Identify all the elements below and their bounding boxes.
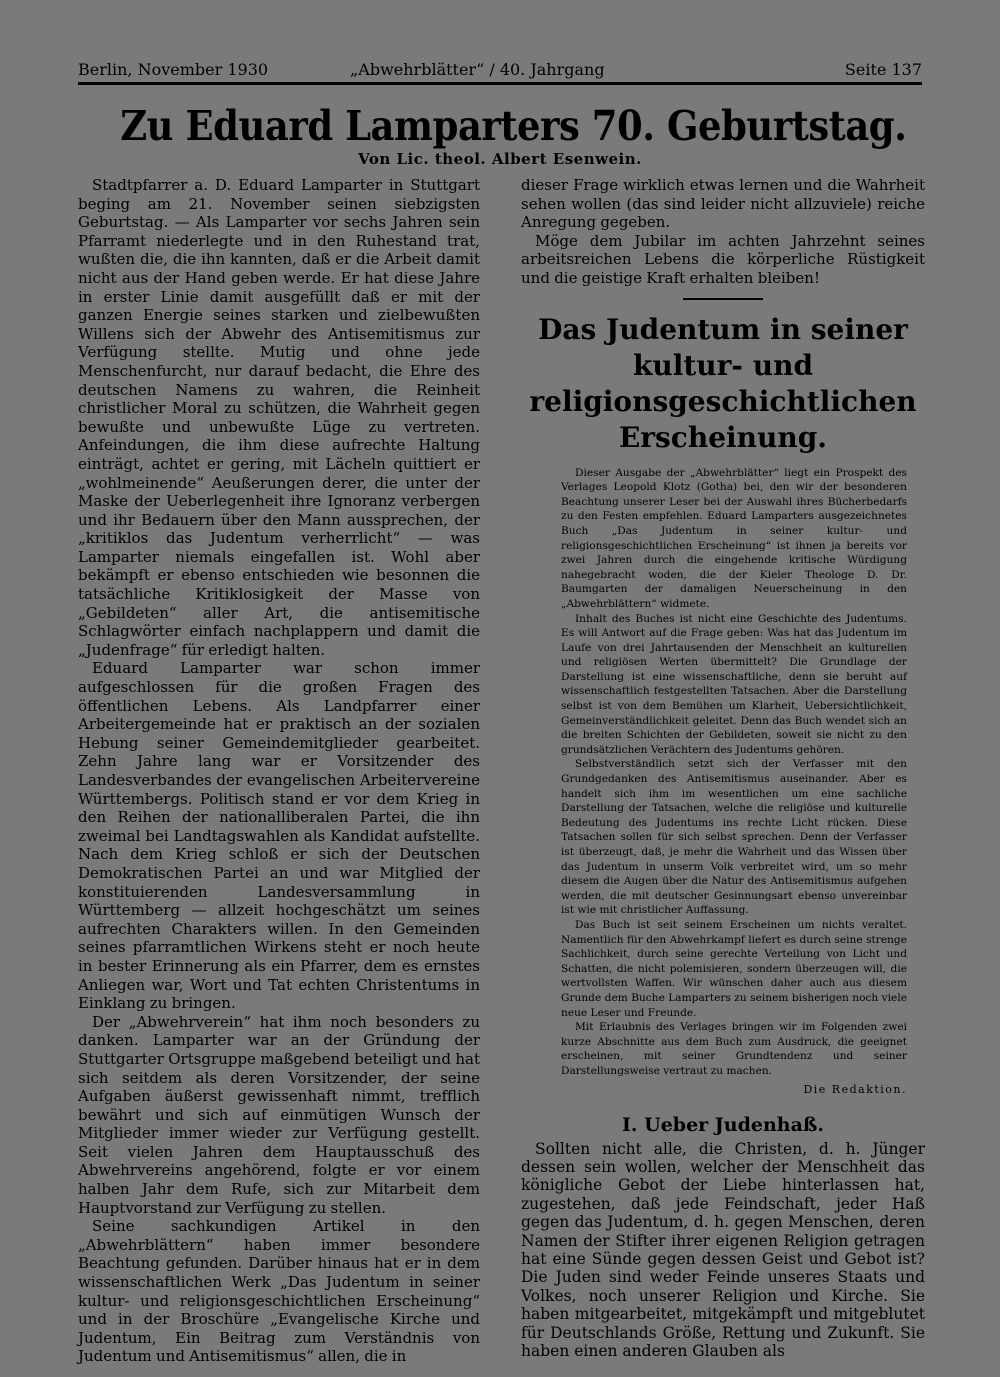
book-section-body (521, 466, 925, 1079)
book-paragraph: Dieser Ausgabe der „Abwehrblätter“ liegt ein Prospekt des Verlages Leopold Klotz (Gotha) bei, den wir der besonderen Beachtung unserer Leser bei der Auswahl ihres Bücherbedarfs zu den Festen empfehlen. Eduard Lamparters ausgezeichnetes Buch „Das Judentum in seiner kultur- und religionsgeschichtlichen Erscheinung“ ist ihnen ja bereits vor zwei Jahren durch die eingehende kritische Würdigung nahegebracht woden, die der Kieler Theologe D. Dr. Baumgarten der damaligen Neuerscheinung in den „Abwehrblättern“ widmete. (561, 466, 907, 610)
book-paragraph: Inhalt des Buches ist nicht eine Geschichte des Judentums. Es will Antwort auf die Frage geben: Was hat das Judentum im Laufe von drei Jahrtausenden der Menschheit an kulturellen und religiösen Werten übermittelt? Die Grundlage der Darstellung ist eine wissenschaftliche, denn sie beruht auf wissenschaftlich festgestellten Tatsachen. Aber die Darstellung selbst ist von dem Bemühen um Klarheit, Uebersichtlichkeit, Gemeinverständlichkeit geleitet. Denn das Buch wendet sich an die breiten Schichten der Gebildeten, soweit sie nicht zu den grundsätzlichen Verächtern des Judentums gehören. (561, 612, 907, 756)
excerpt-body (521, 1140, 925, 1361)
header-place-date: Berlin, November 1930 (78, 60, 269, 79)
article-paragraph: Eduard Lamparter war schon immer aufgeschlossen für die großen Fragen des öffentlichen Lebens. Als Landpfarrer einer Arbeitergemeinde hat er praktisch an der sozialen Hebung seiner Gemeindemitglieder gearbeitet. Zehn Jahre lang war er Vorsitzender des Landesverbandes der evangelischen Arbeitervereine Württembergs. Politisch stand er vor dem Krieg in den Reihen der nationalliberalen Partei, die ihn zweimal bei Landtagswahlen als Kandidat aufstellte. Nach dem Krieg schloß er sich der Deutschen Demokratischen Partei an und war Mitglied der konstituierenden Landesversammlung in Württemberg — allzeit hochgeschätzt um seines aufrechten Charakters willen. In den Gemeinden seines pfarramtlichen Wirkens steht er noch heute in bester Erinnerung als ein Pfarrer, dem es ernstes Anliegen war, Wort und Tat echten Christentums in Einklang zu bringen. (78, 659, 480, 1013)
book-paragraph: Mit Erlaubnis des Verlages bringen wir im Folgenden zwei kurze Abschnitte aus dem Buch zum Ausdruck, die geeignet erscheinen, mit seiner Grundtendenz und seiner Darstellungsweise vertraut zu machen. (561, 1021, 907, 1077)
left-column (78, 176, 480, 1366)
book-paragraph: Das Buch ist seit seinem Erscheinen um nichts veraltet. Namentlich für den Abwehrkampf liefert es durch seine strenge Sachlichkeit, durch seine gerechte Verteilung von Licht und Schatten, die nicht polemisieren, sondern überzeugen will, die wertvollsten Waffen. Wir wünschen daher auch aus diesem Grunde dem Buche Lamparters zu seinem bisherigen noch viele neue Leser und Freunde. (561, 918, 907, 1019)
running-head (78, 60, 922, 82)
section-divider (683, 298, 763, 300)
editor-signature: Die Redaktion. (803, 1082, 907, 1096)
article-title: Zu Eduard Lamparters 70. Geburtstag. (120, 102, 907, 150)
article-paragraph: Stadtpfarrer a. D. Eduard Lamparter in Stuttgart beging am 21. November seinen siebzigsten Geburtstag. — Als Lamparter vor sechs Jahren sein Pfarramt niederlegte und in den Ruhestand trat, wußten die, die ihn kannten, daß er die Arbeit damit nicht aus der Hand geben werde. Er hat diese Jahre in erster Linie damit ausgefüllt daß er mit der ganzen Energie seines starken und zielbewußten Willens sich der Abwehr des Antisemitismus zur Verfügung stellte. Mutig und ohne jede Menschenfurcht, nur darauf bedacht, die Ehre des deutschen Namens zu wahren, die Reinheit christlicher Moral zu schützen, die Wahrheit gegen bewußte und unbewußte Lüge zu vertreten. Anfeindungen, die ihm diese aufrechte Haltung einträgt, achtet er gering, mit Lächeln quittiert er „wohlmeinende“ Aeußerungen derer, die unter der Maske der Ueberlegenheit ihre Ignoranz verbergen und ihr Bedauern über den Mann aussprechen, der „kritiklos das Judentum verherrlicht“ — was Lamparter niemals eingefallen ist. Wohl aber bekämpft er ebenso entschieden wie besonnen die tatsächliche Kritiklosigkeit der Masse von „Gebildeten“ aller Art, die antisemitische Schlagwörter einfach nachplappern und damit die „Judenfrage“ für erledigt halten. (78, 176, 480, 659)
book-section-title: Das Judentum in seiner kultur- und religionsgeschichtlichen Erscheinung. (529, 312, 917, 454)
header-page-number: Seite 137 (844, 60, 922, 79)
article-continuation (521, 176, 925, 288)
article-paragraph: dieser Frage wirklich etwas lernen und die Wahrheit sehen wollen (das sind leider nicht allzuviele) reiche Anregung gegeben. (521, 176, 925, 232)
header-rule (78, 82, 922, 85)
article-byline: Von Lic. theol. Albert Esenwein. (358, 150, 642, 168)
excerpt-paragraph: Sollten nicht alle, die Christen, d. h. Jünger dessen sein wollen, welcher der Menschheit das königliche Gebot der Liebe hinterlassen hat, zugestehen, daß jede Feindschaft, jeder Haß gegen das Judentum, d. h. gegen Menschen, deren Namen der Stifter ihrer eigenen Religion getragen hat eine Sünde gegen dessen Geist und Gebot ist? Die Juden sind weder Feinde unseres Staats und Volkes, noch unserer Religion und Kirche. Sie haben mitgearbeitet, mitgekämpft und mitgeblutet für Deutschlands Größe, Rettung und Zukunft. Sie haben einen anderen Glauben als (521, 1139, 925, 1360)
article-paragraph: Möge dem Jubilar im achten Jahrzehnt seines arbeitsreichen Lebens die körperliche Rüstigkeit und die geistige Kraft erhalten bleiben! (521, 231, 925, 287)
excerpt-heading: I. Ueber Judenhaß. (622, 1113, 824, 1136)
header-publication: „Abwehrblätter“ / 40. Jahrgang (350, 60, 605, 79)
right-column (521, 176, 925, 1360)
book-paragraph: Selbstverständlich setzt sich der Verfasser mit den Grundgedanken des Antisemitismus auseinander. Aber es handelt sich ihm im wesentlichen um eine sachliche Darstellung der Tatsachen, welche die religiöse und kulturelle Bedeutung des Judentums ins rechte Licht rücken. Diese Tatsachen sollen für sich selbst sprechen. Denn der Verfasser ist überzeugt, daß, je mehr die Wahrheit und das Wissen über das Judentum in unserm Volk verbreitet wird, um so mehr diesem die Augen über die Natur des Antisemitismus aufgehen werden, die mit deutscher Gesinnungsart ebenso unvereinbar ist wie mit christlicher Auffassung. (561, 758, 907, 917)
article-paragraph: Seine sachkundigen Artikel in den „Abwehrblättern“ haben immer besondere Beachtung gefunden. Darüber hinaus hat er in dem wissenschaftlichen Werk „Das Judentum in seiner kultur- und religionsgeschichtlichen Erscheinung“ und in der Broschüre „Evangelische Kirche und Judentum, Ein Beitrag zum Verständnis von Judentum und Antisemitismus“ allen, die in (78, 1217, 480, 1366)
article-paragraph: Der „Abwehrverein“ hat ihm noch besonders zu danken. Lamparter war an der Gründung der Stuttgarter Ortsgruppe maßgebend beteiligt und hat sich seitdem als deren Vorsitzender, der seine Aufgaben äußerst gewissenhaft nimmt, trefflich bewährt und sich auf einmütigen Wunsch der Mitglieder immer wieder zur Verfügung gestellt. Seit vielen Jahren dem Hauptausschuß des Abwehrvereins angehörend, folgte er vor einem halben Jahr dem Rufe, sich zur Mitarbeit dem Hauptvorstand zur Verfügung zu stellen. (78, 1012, 480, 1217)
